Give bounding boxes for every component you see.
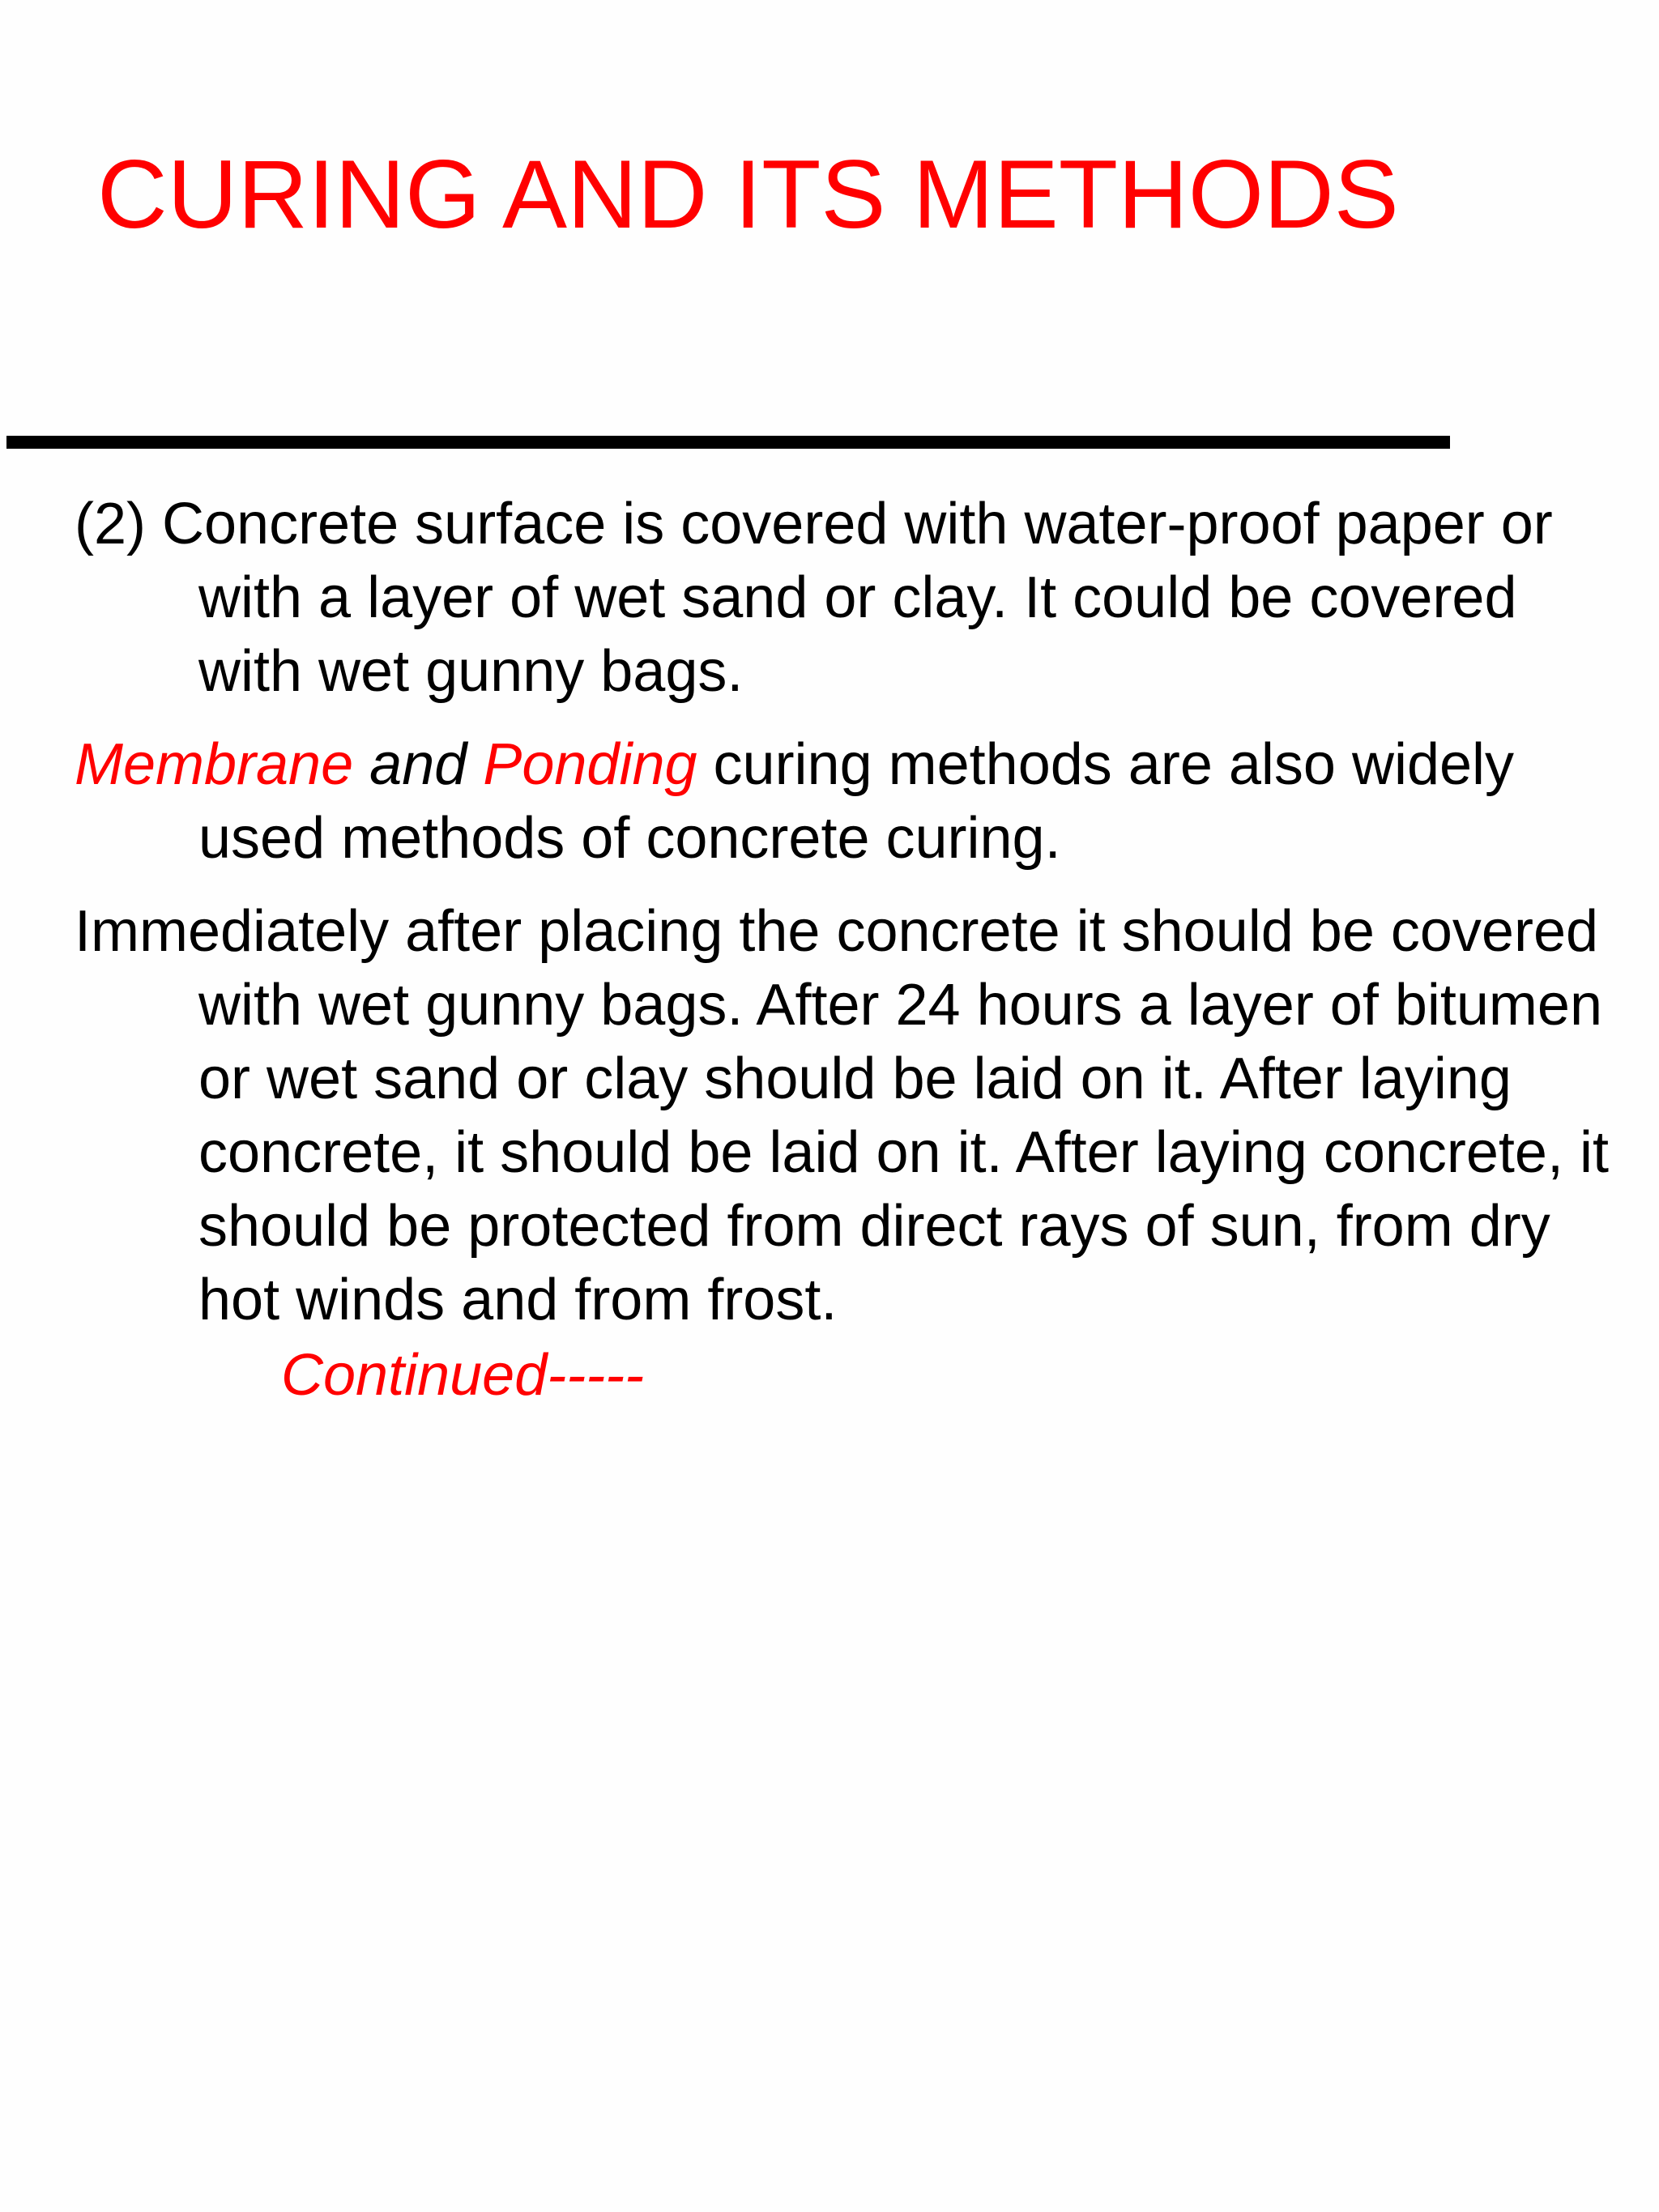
membrane-ponding-description: curing methods are also widely used methods of concrete curing. [198, 732, 1515, 871]
membrane-term: Membrane [75, 732, 354, 797]
slide-title: CURING AND ITS METHODS [97, 140, 1399, 249]
paragraph-covering-methods: (2) Concrete surface is covered with water-proof paper or with a layer of wet sand or clay. It could be covered with wet gunny bags. [75, 492, 1553, 704]
title-divider [6, 436, 1450, 449]
paragraph-immediate-curing: Immediately after placing the concrete it should be covered with wet gunny bags. After 24 hours a layer of bitumen or wet sand or clay should be laid on it. After laying concrete, it should be laid on it. After laying concrete, it should be protected from direct rays of sun, from dry hot winds and from frost. [75, 899, 1609, 1332]
ponding-term: Ponding [483, 732, 697, 797]
paragraph-membrane-ponding [75, 728, 1614, 876]
continued-label: Continued----- [281, 1343, 645, 1408]
slide-body [75, 488, 1614, 1413]
and-connector: and [353, 732, 484, 797]
